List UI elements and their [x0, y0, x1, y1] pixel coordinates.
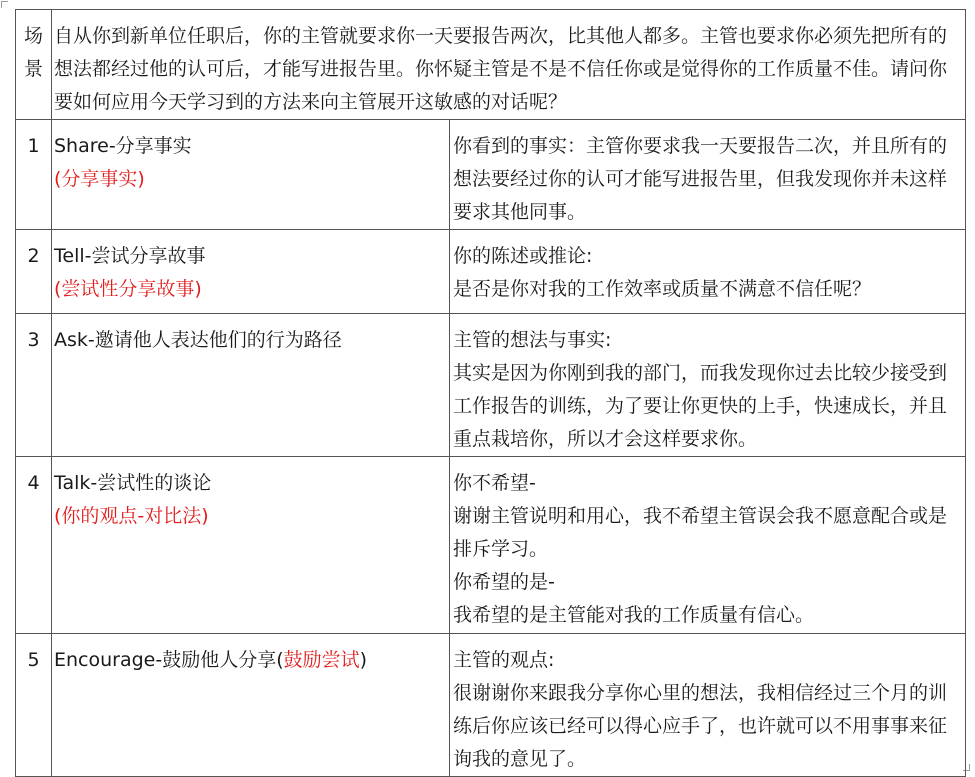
step-row-2	[16, 230, 966, 314]
step-title-highlight: 鼓励尝试	[283, 649, 360, 671]
detail-line: 是否是你对我的工作效率或质量不满意不信任呢？	[453, 278, 872, 300]
detail-line: 其实是因为你刚到我的部门，而我发现你过去比较少接受到工作报告的训练，为了要让你更快的上手，快速成长，并且重点栽培你，所以才会这样要求你。	[453, 362, 948, 450]
step-title: Tell-尝试分享故事	[54, 245, 206, 267]
step-title: Talk-尝试性的谈论	[54, 472, 212, 494]
step-cell	[52, 314, 450, 457]
scene-label-char-2: 景	[23, 58, 43, 80]
detail-line: 你看到的事实：主管你要求我一天要报告二次，并且所有的想法要经过你的认可才能写进报告里，但我发现你并未这样要求其他同事。	[453, 135, 948, 223]
step-subtitle: (尝试性分享故事)	[54, 278, 202, 300]
step-detail	[450, 634, 966, 777]
step-subtitle: (分享事实)	[54, 168, 145, 190]
step-row-3	[16, 314, 966, 457]
step-subtitle: (你的观点-对比法)	[54, 505, 209, 527]
exercise-table	[15, 9, 966, 777]
step-title-close: )	[359, 649, 368, 671]
detail-line: 很谢谢你来跟我分享你心里的想法，我相信经过三个月的训练后你应该已经可以得心应手了，也许就可以不用事事来征询我的意见了。	[453, 682, 948, 770]
step-row-5	[16, 634, 966, 777]
detail-line: 你希望的是-	[453, 571, 555, 593]
step-number: 2	[16, 230, 52, 314]
step-number: 3	[16, 314, 52, 457]
step-detail	[450, 120, 966, 230]
detail-line: 主管的想法与事实:	[453, 329, 612, 351]
step-title-main: Encourage-鼓励他人分享(	[54, 649, 284, 671]
scene-label-char-1: 场	[23, 25, 43, 47]
step-row-1	[16, 120, 966, 230]
step-detail	[450, 314, 966, 457]
scene-row	[16, 10, 966, 120]
step-title	[54, 644, 445, 677]
scene-label	[16, 10, 52, 120]
scene-description: 自从你到新单位任职后，你的主管就要求你一天要报告两次，比其他人都多。主管也要求你必须先把所有的想法都经过他的认可后，才能写进报告里。你怀疑主管是不是不信任你或是觉得你的工作质量不佳。请问你要如何应用今天学习到的方法来向主管展开这敏感的对话呢？	[52, 10, 966, 120]
step-number: 5	[16, 634, 52, 777]
detail-line: 你不希望-	[453, 472, 536, 494]
step-cell	[52, 230, 450, 314]
detail-line: 谢谢主管说明和用心，我不希望主管误会我不愿意配合或是排斥学习。	[453, 505, 948, 560]
corner-crop-mark	[1, 1, 8, 8]
detail-line: 主管的观点:	[453, 649, 555, 671]
step-number: 4	[16, 457, 52, 634]
detail-line: 你的陈述或推论:	[453, 245, 593, 267]
step-title: Ask-邀请他人表达他们的行为路径	[54, 329, 342, 351]
detail-line: 我希望的是主管能对我的工作质量有信心。	[453, 604, 815, 626]
step-title: Share-分享事实	[54, 135, 192, 157]
step-cell	[52, 457, 450, 634]
step-detail	[450, 457, 966, 634]
step-cell	[52, 634, 450, 777]
step-detail	[450, 230, 966, 314]
step-cell	[52, 120, 450, 230]
step-row-4	[16, 457, 966, 634]
step-number: 1	[16, 120, 52, 230]
